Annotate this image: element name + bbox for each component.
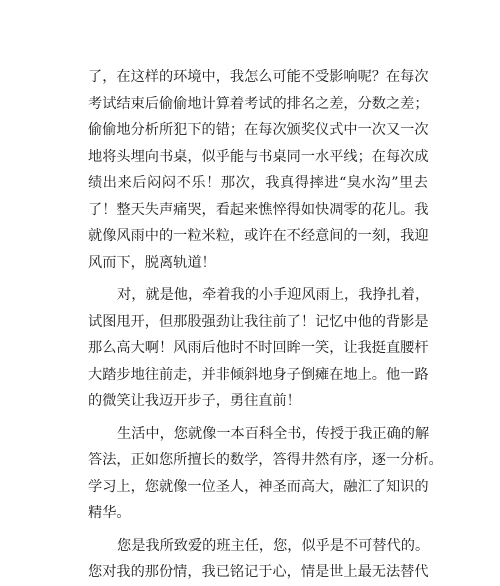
paragraph-1 xyxy=(88,64,428,276)
text-line: 绩出来后闷闷不乐！那次，我真得摔进“臭水沟”里去 xyxy=(88,175,428,191)
text-line: 了，在这样的环境中，我怎么可能不受影响呢？在每次 xyxy=(88,69,429,85)
text-line: 那么高大啊！风雨后他时不时回眸一笑，让我挺直腰杆 xyxy=(88,340,429,356)
paragraph-2 xyxy=(88,282,428,415)
text-line: 学习上，您就像一位圣人，神圣而高大，融汇了知识的 xyxy=(88,478,429,495)
text-line: 风而下，脱离轨道！ xyxy=(88,254,216,271)
paragraph-4 xyxy=(88,533,428,586)
text-line: 的微笑让我迈开步子，勇往直前！ xyxy=(88,393,301,409)
text-line: 就像风雨中的一粒米粒，或许在不经意间的一刻，我迎 xyxy=(88,228,429,244)
text-line: 偷偷地分析所犯下的错；在每次颁奖仪式中一次又一次 xyxy=(88,122,429,138)
text-line: 答法，正如您所擅长的数学，答得井然有序，逐一分析。 xyxy=(88,452,443,468)
text-line: 生活中，您就像一本百科全书，传授于我正确的解 xyxy=(117,425,430,442)
text-line: 您对我的那份情，我已铭记于心，情是世上最无法替代 xyxy=(88,564,429,580)
text-line: 地将头埋向书桌，似乎能与书桌同一水平线；在每次成 xyxy=(88,148,429,165)
text-line: 您是我所致爱的班主任，您，似乎是不可替代的。 xyxy=(117,537,430,554)
text-line: 精华。 xyxy=(88,505,131,521)
text-line: 考试结束后偷偷地计算着考试的排名之差，分数之差； xyxy=(88,95,429,112)
paragraph-3 xyxy=(88,421,443,527)
text-line: 试图甩开，但那股强劲让我往前了！记忆中他的背影是 xyxy=(88,313,429,330)
text-line: 了！整天失声痛哭，看起来憔悴得如快凋零的花儿。我 xyxy=(88,201,429,218)
text-line: 大踏步地往前走，并非倾斜地身子倒瘫在地上。他一路 xyxy=(88,366,429,383)
body-text xyxy=(88,64,443,586)
text-line: 对，就是他，牵着我的小手迎风雨上，我挣扎着， xyxy=(117,287,430,303)
